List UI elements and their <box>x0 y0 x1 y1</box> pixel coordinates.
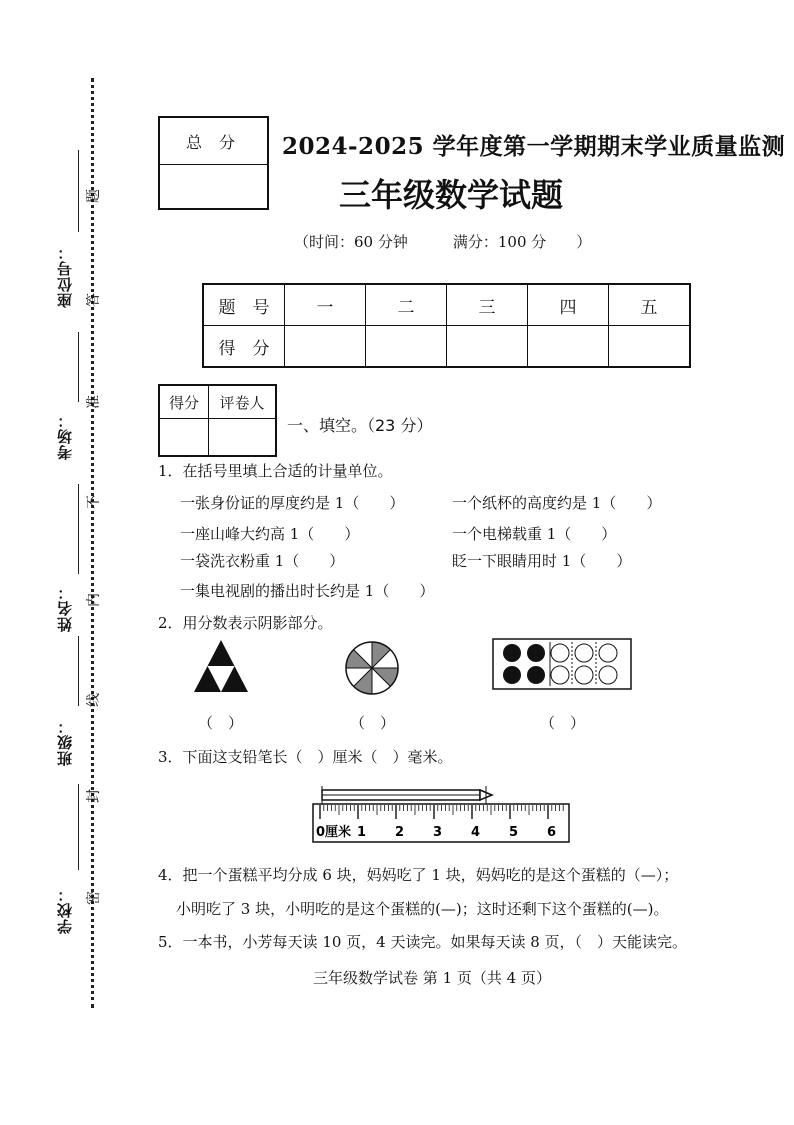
q1-item: 一个纸杯的高度约是 1（ ） <box>452 494 662 512</box>
seal-char: 答 <box>86 293 102 307</box>
column-header: 五 <box>609 284 691 326</box>
score-cell[interactable] <box>447 326 528 368</box>
school-label: 学校： <box>56 886 74 934</box>
q2-answer-blank[interactable]: （ ） <box>198 714 244 732</box>
circle-figure <box>344 640 400 696</box>
exam-title: 2024-2025 学年度第一学期期末学业质量监测 <box>282 133 786 160</box>
exam-subtitle: 三年级数学试题 <box>338 176 563 214</box>
exam-room-label: 考场： <box>56 412 74 460</box>
total-score-label: 总 分 <box>160 118 267 165</box>
grader-score-cell[interactable] <box>159 419 209 457</box>
seal-char: 不 <box>86 495 102 509</box>
seat-label: 座位号： <box>56 244 74 308</box>
seal-char: 准 <box>86 395 102 409</box>
seal-char: 密 <box>86 891 102 905</box>
grader-name-cell[interactable] <box>209 419 277 457</box>
column-header: 三 <box>447 284 528 326</box>
question-2: 2．用分数表示阴影部分。 <box>158 614 333 632</box>
ruler-unit: 厘米 <box>325 825 352 840</box>
exam-room-blank <box>78 332 79 402</box>
score-row-label: 得 分 <box>203 326 285 368</box>
question-number-label: 题 号 <box>203 284 285 326</box>
ruler-tick-label: 6 <box>547 825 557 840</box>
seal-char: 线 <box>86 693 102 707</box>
seal-char: 封 <box>86 789 102 803</box>
ruler-tick-label: 5 <box>509 825 519 840</box>
ruler-tick-label: 4 <box>471 825 481 840</box>
q2-answer-blank[interactable]: （ ） <box>540 714 586 732</box>
grader-name-label: 评卷人 <box>209 385 277 419</box>
ruler-tick-label: 2 <box>395 825 405 840</box>
score-cell[interactable] <box>285 326 366 368</box>
grader-table <box>158 384 277 457</box>
ruler-tick-label: 1 <box>357 825 367 840</box>
school-blank <box>78 784 79 870</box>
grader-score-label: 得分 <box>159 385 209 419</box>
triangle-figure <box>192 638 250 694</box>
question-4-line-1: 4．把一个蛋糕平均分成 6 块，妈妈吃了 1 块，妈妈吃的是这个蛋糕的（—）； <box>158 866 679 884</box>
q1-item: 一集电视剧的播出时长约是 1（ ） <box>180 582 435 600</box>
class-label: 班级： <box>56 718 74 766</box>
score-cell[interactable] <box>528 326 609 368</box>
seal-char: 题 <box>86 189 102 203</box>
question-1: 1．在括号里填上合适的计量单位。 <box>158 462 393 480</box>
score-cell[interactable] <box>366 326 447 368</box>
q1-item: 一张身份证的厚度约是 1（ ） <box>180 494 405 512</box>
q1-item: 一座山峰大约高 1（ ） <box>180 525 360 543</box>
q1-item: 一袋洗衣粉重 1（ ） <box>180 552 345 570</box>
time-info: （时间：60 分钟 满分：100 分 ） <box>294 233 592 251</box>
dots-figure <box>492 638 632 690</box>
seal-char: 内 <box>86 593 102 607</box>
column-header: 四 <box>528 284 609 326</box>
page-footer: 三年级数学试卷 第 1 页（共 4 页） <box>313 969 551 987</box>
question-4-line-2: 小明吃了 3 块，小明吃的是这个蛋糕的(—)；这时还剩下这个蛋糕的(—)。 <box>176 900 669 918</box>
score-cell[interactable] <box>609 326 691 368</box>
q2-answer-blank[interactable]: （ ） <box>350 714 396 732</box>
column-header: 二 <box>366 284 447 326</box>
seal-dotted-line <box>91 78 94 1008</box>
ruler-zero: 0 <box>316 825 326 840</box>
question-5: 5．一本书，小芳每天读 10 页，4 天读完。如果每天读 8 页，（ ）天能读完。 <box>158 933 688 951</box>
ruler-figure <box>310 782 572 844</box>
question-3: 3．下面这支铅笔长（ ）厘米（ ）毫米。 <box>158 748 453 766</box>
section-title: 一、填空。（23 分） <box>287 416 433 435</box>
q1-item: 一个电梯载重 1（ ） <box>452 525 617 543</box>
class-blank <box>78 636 79 706</box>
name-label: 姓名： <box>56 584 74 632</box>
ruler-tick-label: 3 <box>433 825 443 840</box>
q1-item: 眨一下眼睛用时 1（ ） <box>452 552 632 570</box>
grade-table <box>202 283 691 368</box>
name-blank <box>78 484 79 574</box>
column-header: 一 <box>285 284 366 326</box>
